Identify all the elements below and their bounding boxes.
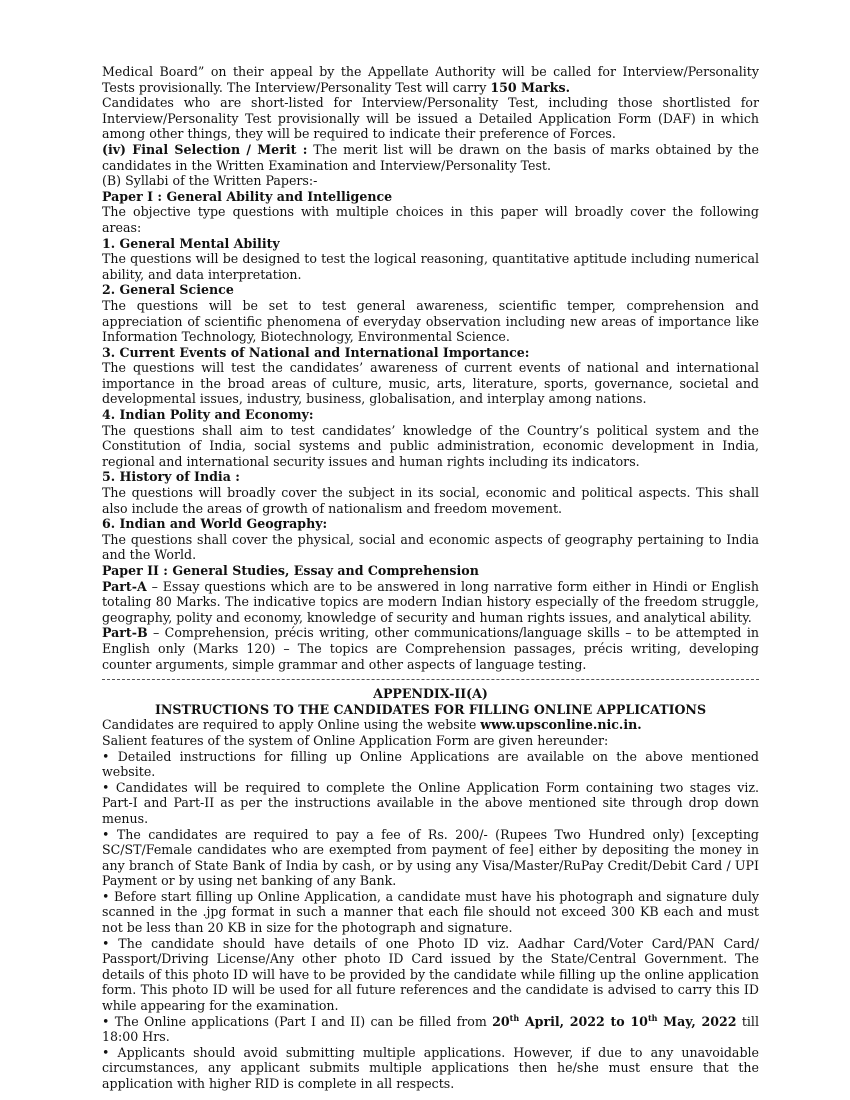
paper1-title: Paper I : General Ability and Intelligence <box>102 188 393 204</box>
date-range <box>492 1014 736 1029</box>
section-text: The questions will be set to test general awareness, scientific temper, comprehension and appreciation of scientific phenomena of everyday observation including new areas of importance like Information Technology, Biotechnology, Environmental Science. <box>102 297 759 345</box>
intro-paragraph-1 <box>102 64 759 95</box>
section-heading: 6. Indian and World Geography: <box>102 516 328 532</box>
section-text: The questions shall aim to test candidates’ knowledge of the Country’s political system and the Constitution of India, social systems and public administration, economic development in India, regional and international security issues and human rights including its indicators. <box>102 422 759 469</box>
start-day-suffix: th <box>509 1012 520 1023</box>
bullet-item: • Detailed instructions for filling up Online Applications are available on the above mentioned website. <box>102 748 759 780</box>
part-b-paragraph <box>102 625 759 672</box>
bullet-item: • The candidates are required to pay a fee of Rs. 200/- (Rupees Two Hundred only) [excepting SC/ST/Female candidates who are exempted from payment of fee] either by depositing the money in any branch of State Bank of India by cash, or by using any Visa/Master/RuPay Credit/Debit Card / UPI Payment or by using net banking of any Bank. <box>102 826 759 889</box>
start-day: 20 <box>492 1013 510 1029</box>
section-heading: 5. History of India : <box>102 469 240 485</box>
section-heading: 4. Indian Polity and Economy: <box>102 407 314 423</box>
marks-value: 150 Marks. <box>490 79 570 95</box>
end-month: May, 2022 <box>657 1013 737 1029</box>
part-a-text: – Essay questions which are to be answered in long narrative form either in Hindi or English totaling 80 Marks. The indicative topics are modern Indian history especially of the freedom struggle, geography, polity and economy, knowledge of security and human rights issues, and analytical ability. <box>102 578 759 625</box>
end-day-suffix: th <box>647 1012 658 1023</box>
salient-features-line: Salient features of the system of Online Application Form are given hereunder: <box>102 732 609 748</box>
bullet-item: • Applicants should avoid submitting multiple applications. However, if due to any unavoidable circumstances, any applicant submits multiple applications then he/she must ensure that the application with higher RID is complete in all respects. <box>102 1044 759 1091</box>
paper1-intro: The objective type questions with multiple choices in this paper will broadly cover the following areas: <box>102 204 759 235</box>
bullet-item: • Candidates will be required to complete the Online Application Form containing two stages viz. Part-I and Part-II as per the instructions available in the above mentioned site through drop down menus. <box>102 779 759 826</box>
bullet-item: • The candidate should have details of one Photo ID viz. Aadhar Card/Voter Card/PAN Card/ Passport/Driving License/Any other photo ID Card issued by the State/Central Government. The details of this photo ID will have to be provided by the candidate while filling up the online application form. This photo ID will be used for all future references and the candidate is advised to carry this ID while appearing for the examination. <box>102 935 759 1014</box>
intro-text: Medical Board” on their appeal by the Appellate Authority will be called for Interview/Personality Tests provisionally. The Interview/Personality Test will carry <box>102 64 759 95</box>
dates-bullet <box>102 1014 759 1045</box>
dates-suffix: till 18:00 Hrs. <box>102 1013 759 1045</box>
start-month-end-day: April, 2022 to 10 <box>519 1013 648 1029</box>
final-selection-paragraph <box>102 142 759 173</box>
appendix-title: APPENDIX-II(A) <box>373 686 488 702</box>
section-text: The questions shall cover the physical, social and economic aspects of geography pertaining to India and the World. <box>102 531 759 563</box>
intro-paragraph-2: Candidates who are short-listed for Interview/Personality Test, including those shortlisted for Interview/Personality Test provisionally will be issued a Detailed Application Form (DAF) in which among other things, they will be required to indicate their preference of Forces. <box>102 95 759 142</box>
part-a-paragraph <box>102 579 759 626</box>
section-heading: 1. General Mental Ability <box>102 235 280 251</box>
dashed-divider <box>102 679 759 680</box>
section-text: The questions will be designed to test the logical reasoning, quantitative aptitude including numerical ability, and data interpretation. <box>102 251 759 282</box>
final-selection-text: The merit list will be drawn on the basis of marks obtained by the candidates in the Written Examination and Interview/Personality Test. <box>102 141 759 173</box>
website-line <box>102 717 759 733</box>
part-b-text: – Comprehension, précis writing, other communications/language skills – to be attempted in English only (Marks 120) – The topics are Comprehension passages, précis writing, developing counter arguments, simple grammar and other aspects of language testing. <box>102 625 759 672</box>
dates-prefix: • The Online applications (Part I and II) can be filled from <box>102 1013 493 1029</box>
part-a-label: Part-A <box>102 578 147 594</box>
final-selection-label: (iv) Final Selection / Merit : <box>102 141 308 157</box>
part-b-label: Part-B <box>102 625 148 641</box>
section-heading: 2. General Science <box>102 282 234 298</box>
section-text: The questions will broadly cover the subject in its social, economic and political aspects. This shall also include the areas of growth of nationalism and freedom movement. <box>102 485 759 516</box>
section-text: The questions will test the candidates’ awareness of current events of national and international importance in the broad areas of culture, music, arts, literature, sports, governance, societal and developmental issues, industry, business, globalisation, and interplay among nations. <box>102 360 759 407</box>
website-link[interactable]: www.upsconline.nic.in. <box>480 717 642 733</box>
document-page <box>102 64 759 1092</box>
paper2-title: Paper II : General Studies, Essay and Comprehension <box>102 563 479 578</box>
section-heading: 3. Current Events of National and International Importance: <box>102 344 530 360</box>
appendix-subtitle: INSTRUCTIONS TO THE CANDIDATES FOR FILLING ONLINE APPLICATIONS <box>154 701 707 717</box>
syllabi-heading: (B) Syllabi of the Written Papers:- <box>102 173 318 189</box>
bullet-item: • Before start filling up Online Application, a candidate must have his photograph and signature duly scanned in the .jpg format in such a manner that each file should not exceed 300 KB each and must not be less than 20 KB in size for the photograph and signature. <box>102 888 759 936</box>
website-line-text: Candidates are required to apply Online using the website <box>102 717 481 733</box>
